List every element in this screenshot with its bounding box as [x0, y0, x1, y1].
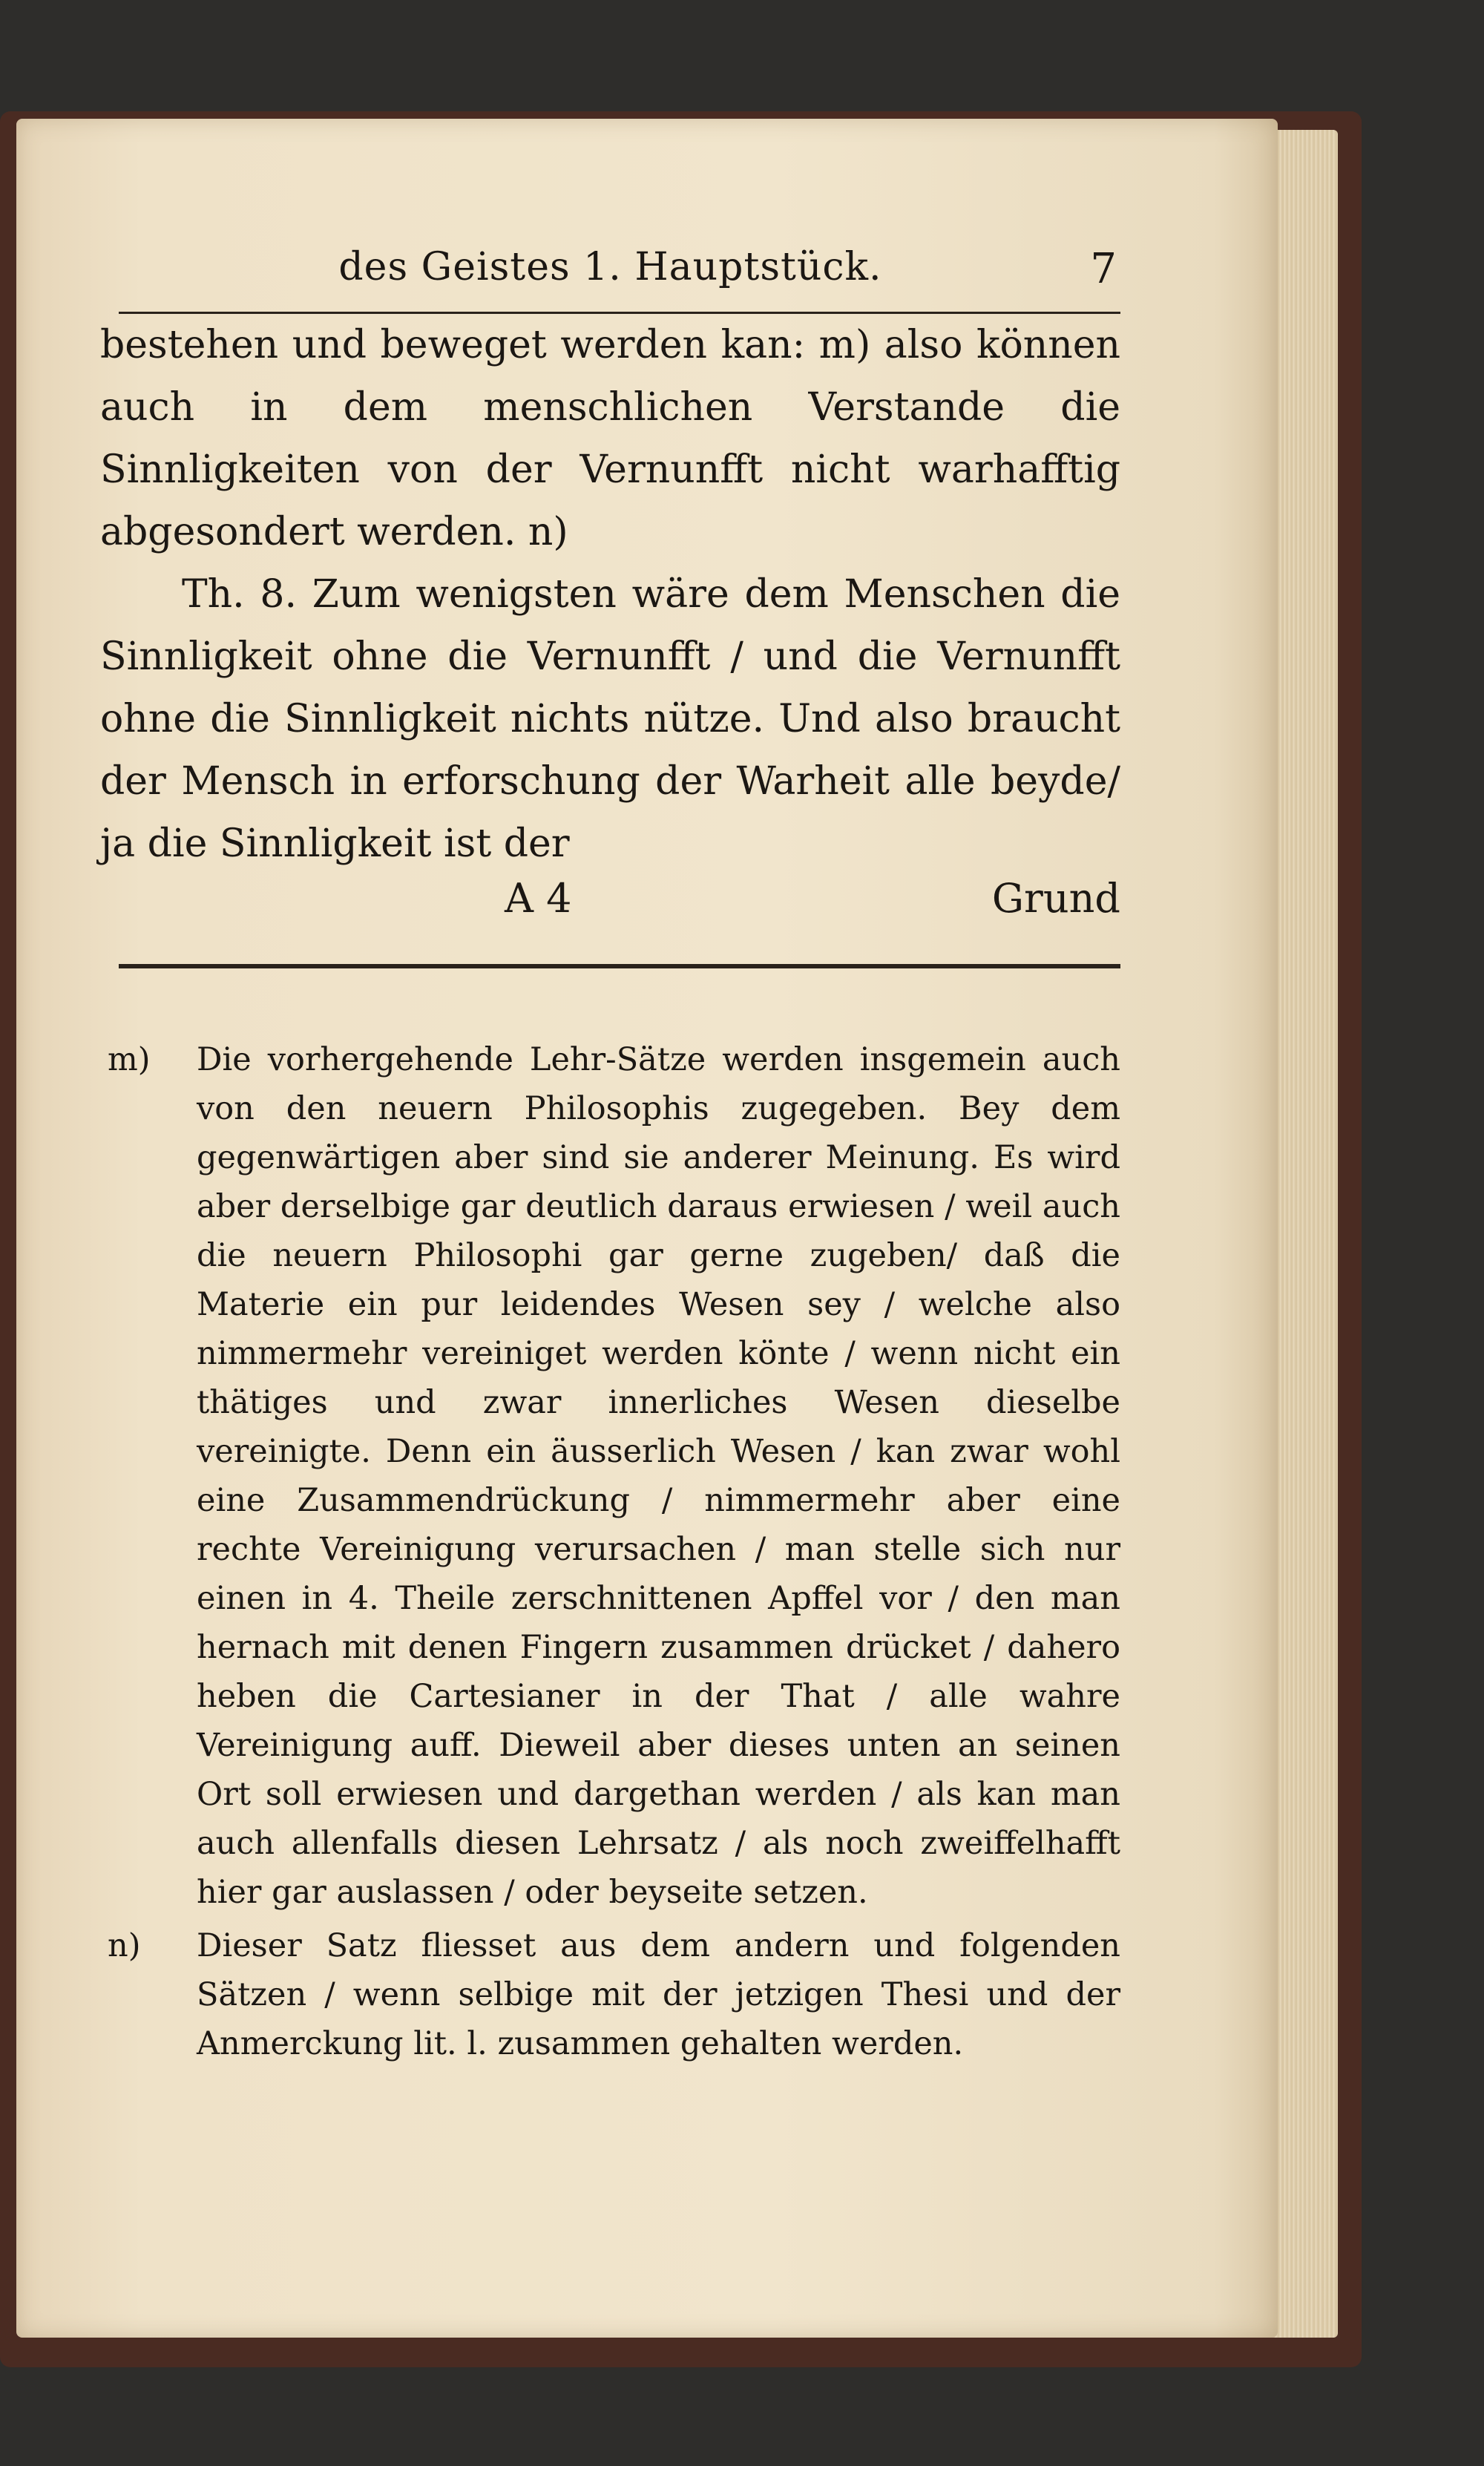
footnote-m: [100, 1035, 1120, 1917]
paragraph-thesis-8: Th. 8. Zum wenigsten wäre dem Menschen die Sinnligkeit ohne die Vernunfft / und die Vernunfft ohne die Sinnligkeit nichts nütze. Und also braucht der Mensch in erforschung der Warheit alle beyde/ ja die Sinnligkeit ist der: [100, 572, 1120, 866]
footnotes: [100, 1035, 1120, 2068]
signature-mark: A 4: [505, 875, 572, 922]
running-header: [100, 245, 1120, 312]
footnote-mark: m): [108, 1041, 151, 1078]
running-title: des Geistes 1. Hauptstück.: [338, 245, 882, 289]
footnote-mark: n): [108, 1927, 141, 1964]
page-content: [100, 245, 1120, 2068]
footnote-text: Die vorhergehende Lehr-Sätze werden insgemein auch von den neuern Philosophis zugegeben. Bey dem gegenwärtigen aber sind sie anderer Meinung. Es wird aber derselbige gar deutlich daraus erwiesen / weil auch die neuern Philosophi gar gerne zugeben/ daß die Materie ein pur leidendes Wesen sey / welche also nimmermehr vereiniget werden könte / wenn nicht ein thätiges und zwar innerliches Wesen dieselbe vereinigte. Denn ein äusserlich Wesen / kan zwar wohl eine Zusammendrückung / nimmermehr aber eine rechte Vereinigung verursachen / man stelle sich nur einen in 4. Theile zerschnittenen Apffel vor / den man hernach mit denen Fingern zusammen drücket / dahero heben die Cartesianer in der That / alle wahre Vereinigung auff. Dieweil aber dieses unten an seinen Ort soll erwiesen und dargethan werden / als kan man auch allenfalls diesen Lehrsatz / als noch zweiffelhafft hier gar auslassen / oder beyseite setzen.: [197, 1041, 1120, 1911]
footnote-text: Dieser Satz fliesset aus dem andern und folgenden Sätzen / wenn selbige mit der jetzigen Thesi und der Anmerckung lit. l. zusammen gehalten werden.: [197, 1927, 1120, 2062]
footnote-rule: [119, 964, 1120, 968]
signature-line: [100, 875, 1120, 934]
page-number: 7: [1090, 245, 1117, 293]
catchword: Grund: [991, 875, 1120, 922]
main-text: [100, 314, 1120, 875]
paragraph-continuation: bestehen und beweget werden kan: m) also können auch in dem menschlichen Verstande die Sinnligkeiten von der Vernunfft nicht warhafftig abgesondert werden. n): [100, 323, 1120, 554]
footnote-n: [100, 1921, 1120, 2068]
